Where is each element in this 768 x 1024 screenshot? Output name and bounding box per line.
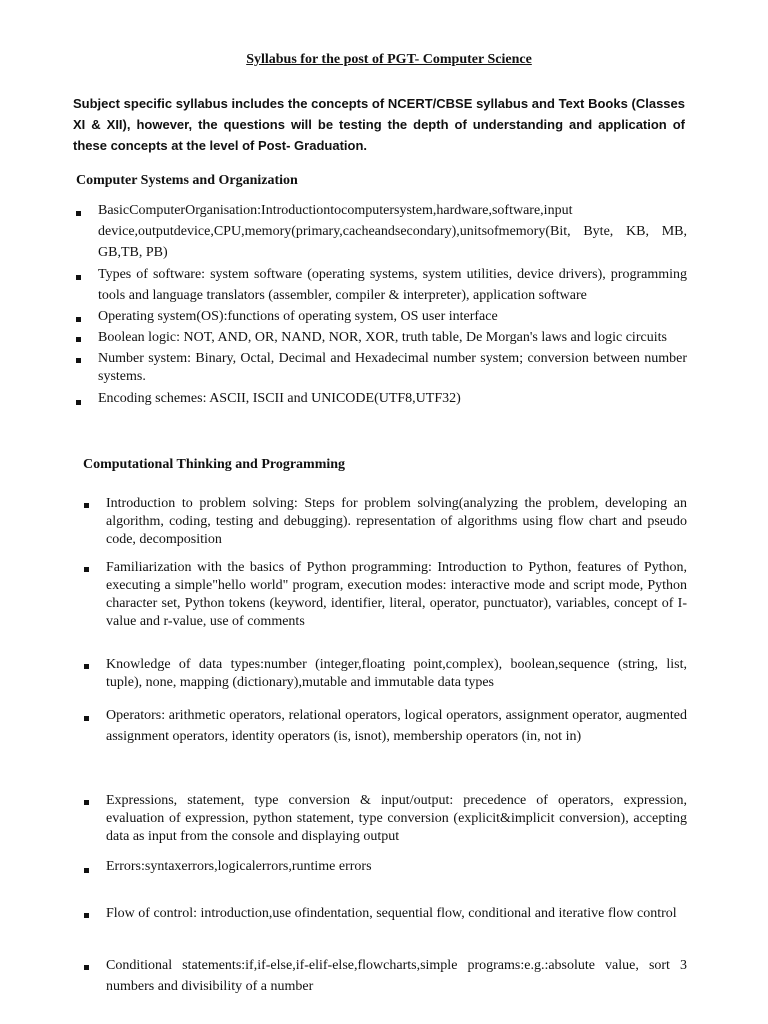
bullet-icon (84, 503, 89, 508)
list-item-text: Operating system(OS):functions of operating system, OS user interface (98, 309, 498, 324)
list-item-text: Encoding schemes: ASCII, ISCII and UNICODE(UTF8,UTF32) (98, 391, 461, 406)
list-item-text: Number system: Binary, Octal, Decimal and Hexadecimal number system; conversion between number systems. (98, 351, 687, 384)
list-item-text: Knowledge of data types:number (integer,floating point,complex), boolean,sequence (string, list, tuple), none, mapping (dictionary),mutable and immutable data types (106, 657, 687, 690)
list-item-text: Boolean logic: NOT, AND, OR, NAND, NOR, XOR, truth table, De Morgan's laws and logic circuits (98, 330, 667, 345)
list-item-text: Expressions, statement, type conversion & input/output: precedence of operators, expression, evaluation of expression, python statement, type conversion (explicit&implicit conversion), accepting data as input from the console and displaying output (106, 793, 687, 844)
list-item (106, 858, 687, 876)
bullet-icon (76, 337, 81, 342)
list-item (98, 306, 687, 327)
computational-thinking-list-8 (106, 955, 687, 997)
list-item (106, 905, 687, 923)
list-item (98, 329, 687, 347)
list-item (106, 955, 687, 997)
list-item (106, 792, 687, 846)
bullet-icon (84, 800, 89, 805)
list-item-text: Types of software: system software (operating systems, system utilities, device drivers), programming tools and language translators (assembler, compiler & interpreter), application software (98, 267, 687, 303)
computational-thinking-list-5 (106, 792, 687, 846)
bullet-icon (84, 716, 89, 721)
list-item (98, 200, 687, 263)
bullet-icon (84, 913, 89, 918)
bullet-icon (84, 664, 89, 669)
list-item-text: Errors:syntaxerrors,logicalerrors,runtime errors (106, 859, 372, 874)
list-item-text: Introduction to problem solving: Steps for problem solving(analyzing the problem, developing an algorithm, coding, testing and debugging). representation of algorithms using flow chart and pseudo code, decomposition (106, 496, 687, 547)
document-title: Syllabus for the post of PGT- Computer Science (246, 52, 532, 67)
list-item (106, 705, 687, 747)
intro-paragraph: Subject specific syllabus includes the concepts of NCERT/CBSE syllabus and Text Books (Classes XI & XII), however, the questions will be testing the depth of understanding and application of these concepts at the level of Post- Graduation. (73, 96, 685, 153)
bullet-icon (76, 275, 81, 280)
list-item-text: Flow of control: introduction,use ofindentation, sequential flow, conditional and iterative flow control (106, 906, 677, 921)
bullet-icon (76, 317, 81, 322)
list-item-text: Operators: arithmetic operators, relational operators, logical operators, assignment operator, augmented assignment operators, identity operators (is, isnot), membership operators (in, not in) (106, 708, 687, 744)
computational-thinking-list-6 (106, 858, 687, 876)
list-item-text: BasicComputerOrganisation:Introductiontocomputersystem,hardware,software,input device,outputdevice,CPU,memory(primary,cacheandsecondary),unitsofmemory(Bit, Byte, KB, MB, GB,TB, PB) (98, 203, 687, 260)
computational-thinking-list-2 (106, 559, 687, 631)
bullet-icon (76, 211, 81, 216)
list-item-text: Conditional statements:if,if-else,if-elif-else,flowcharts,simple programs:e.g.:absolute value, sort 3 numbers and divisibility of a number (106, 958, 687, 994)
bullet-icon (84, 567, 89, 572)
list-item (98, 264, 687, 306)
bullet-icon (76, 358, 81, 363)
section-heading-computer-systems: Computer Systems and Organization (76, 173, 298, 188)
bullet-icon (84, 965, 89, 970)
list-item (106, 559, 687, 631)
bullet-icon (76, 400, 81, 405)
computational-thinking-list-4 (106, 705, 687, 747)
list-item (106, 495, 687, 549)
list-item (98, 390, 687, 408)
list-item (106, 656, 687, 692)
bullet-icon (84, 868, 89, 873)
computational-thinking-list (106, 495, 687, 549)
list-item (98, 350, 687, 386)
list-item-text: Familiarization with the basics of Python programming: Introduction to Python, features of Python, executing a simple"hello world" program, execution modes: interactive mode and script mode, Python character set, Python tokens (keyword, identifier, literal, operator, punctuator), variables, concept of I-value and r-value, use of comments (106, 560, 687, 629)
computational-thinking-list-7 (106, 905, 687, 923)
section-heading-computational-thinking: Computational Thinking and Programming (83, 457, 346, 472)
computer-systems-list (98, 200, 687, 408)
computational-thinking-list-3 (106, 656, 687, 692)
